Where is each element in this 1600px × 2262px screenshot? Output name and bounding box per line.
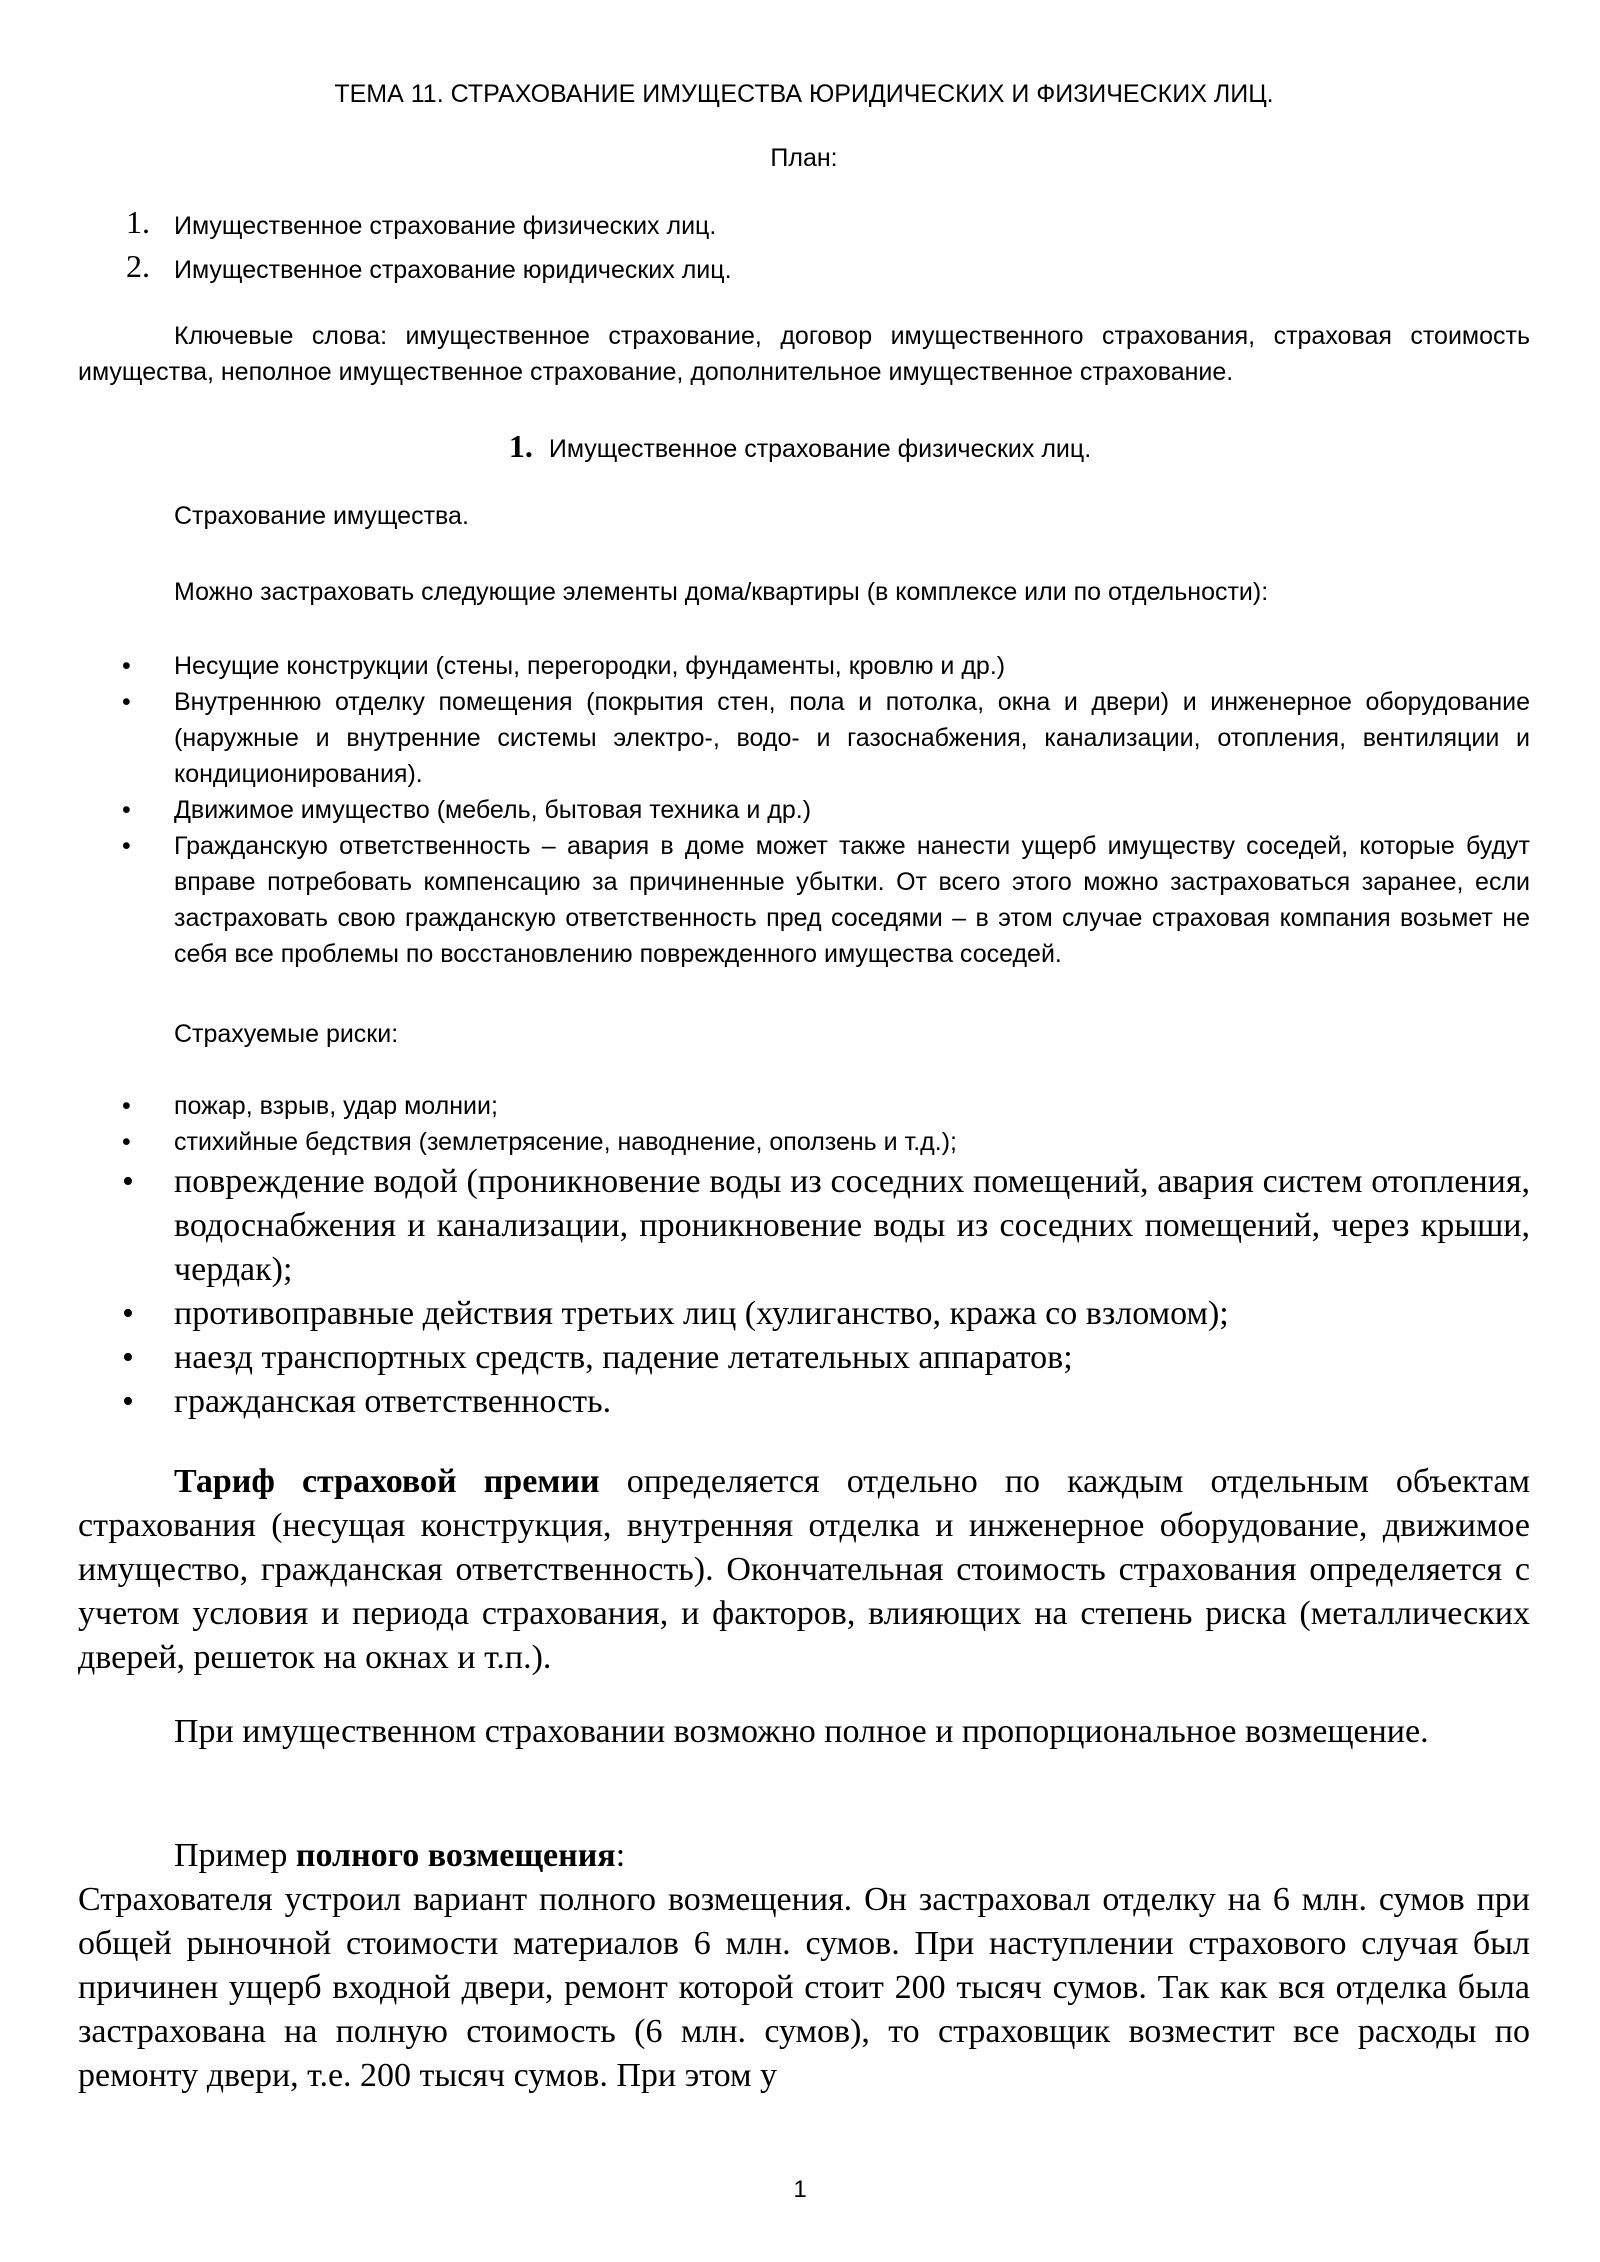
- list-item-text: повреждение водой (проникновение воды из соседних помещений, авария систем отопления, водоснабжения и канализации, проникновение воды из соседних помещений, через крыши, чердак);: [174, 1163, 1530, 1288]
- plan-item-number: 1.: [126, 204, 150, 240]
- bullet-icon: •: [122, 796, 131, 824]
- plan-label: План:: [770, 144, 838, 172]
- plan-item-number: 2.: [126, 248, 150, 284]
- page-number: 1: [793, 2176, 807, 2203]
- list-item-text: наезд транспортных средств, падение летательных аппаратов;: [174, 1339, 1073, 1376]
- bullet-icon: •: [122, 652, 131, 680]
- list-item: [78, 1292, 1530, 1336]
- list-item-text: Внутреннюю отделку помещения (покрытия стен, пола и потолка, окна и двери) и инженерное оборудование (наружные и внутренние системы электро-, водо- и газоснабжения, канализации, отопления, вентиляции и кондиционирования).: [174, 688, 1530, 788]
- list-item: [78, 1160, 1530, 1292]
- tariff-paragraph: [78, 1460, 1530, 1680]
- list-item-text: Гражданскую ответственность – авария в доме может также нанести ущерб имуществу соседей, которые будут вправе потребовать компенсацию за причиненные убытки. От всего этого можно застраховаться заранее, если застраховать свою гражданскую ответственность пред соседями – в этом случае страховая компания возьмет не себя все проблемы по восстановлению поврежденного имущества соседей.: [174, 832, 1530, 968]
- example-colon: :: [615, 1837, 626, 1874]
- bullet-icon: •: [122, 1163, 134, 1200]
- example-lead: [78, 1834, 1530, 1878]
- list-item: [78, 1088, 1530, 1124]
- bullet-icon: •: [122, 1295, 134, 1332]
- insurable-elements-intro: Можно застраховать следующие элементы дома/квартиры (в комплексе или по отдельности):: [174, 578, 1269, 606]
- list-item: [78, 648, 1530, 684]
- plan-item-text: Имущественное страхование физических лиц.: [174, 212, 717, 240]
- list-item: [78, 792, 1530, 828]
- section-heading: [0, 428, 1600, 467]
- bullet-icon: •: [122, 1128, 131, 1156]
- bullet-icon: •: [122, 1339, 134, 1376]
- list-item-text: Движимое имущество (мебель, бытовая техника и др.): [174, 796, 812, 824]
- section-number: 1.: [508, 428, 533, 464]
- bullet-icon: •: [122, 1383, 134, 1420]
- risks-label: Страхуемые риски:: [174, 1020, 399, 1048]
- bullet-icon: •: [122, 832, 131, 860]
- bullet-icon: •: [122, 1092, 131, 1120]
- bullet-icon: •: [122, 688, 131, 716]
- plan-item-text: Имущественное страхование юридических лиц.: [174, 256, 732, 284]
- list-item-text: гражданская ответственность.: [174, 1383, 612, 1420]
- list-item: [78, 684, 1530, 792]
- plan-item: [78, 248, 1530, 296]
- list-item-text: пожар, взрыв, удар молнии;: [174, 1092, 498, 1120]
- list-item: [78, 1124, 1530, 1160]
- list-item-text: Несущие конструкции (стены, перегородки, фундаменты, кровлю и др.): [174, 652, 1006, 680]
- section-title: Имущественное страхование физических лиц.: [548, 435, 1092, 463]
- tariff-text: определяется отдельно по каждым отдельным объектам страхования (несущая конструкция, внутренняя отделка и инженерное оборудование, движимое имущество, гражданская ответственность). Окончательная стоимость страхования определяется с учетом условия и периода страхования, и факторов, влияющих на степень риска (металлических дверей, решеток на окнах и т.п.).: [78, 1463, 1530, 1676]
- risks-list: [78, 1088, 1530, 1424]
- example-lead-text: Пример: [174, 1837, 296, 1874]
- tariff-term: Тариф страховой премии: [174, 1463, 600, 1500]
- plan-list: [78, 204, 1530, 296]
- example-paragraph: [78, 1834, 1530, 2098]
- plan-item: [78, 204, 1530, 252]
- keywords-paragraph: Ключевые слова: имущественное страхование, договор имущественного страхования, страховая стоимость имущества, неполное имущественное страхование, дополнительное имущественное страхование.: [78, 322, 1530, 386]
- list-item: [78, 1336, 1530, 1380]
- property-insurance-label: Страхование имущества.: [174, 502, 469, 530]
- example-text: Страхователя устроил вариант полного возмещения. Он застраховал отделку на 6 млн. сумов при общей рыночной стоимости материалов 6 млн. сумов. При наступлении страхового случая был причинен ущерб входной двери, ремонт которой стоит 200 тысяч сумов. Так как вся отделка была застрахована на полную стоимость (6 млн. сумов), то страховщик возместит все расходы по ремонту двери, т.е. 200 тысяч сумов. При этом у: [78, 1881, 1530, 2094]
- list-item: [78, 1380, 1530, 1424]
- compensation-paragraph: При имущественном страховании возможно полное и пропорциональное возмещение.: [174, 1713, 1429, 1750]
- example-term: полного возмещения: [295, 1837, 616, 1874]
- document-title: ТЕМА 11. СТРАХОВАНИЕ ИМУЩЕСТВА ЮРИДИЧЕСКИХ И ФИЗИЧЕСКИХ ЛИЦ.: [334, 80, 1274, 108]
- list-item: [78, 828, 1530, 972]
- list-item-text: стихийные бедствия (землетрясение, наводнение, оползень и т.д.);: [174, 1128, 957, 1156]
- insurable-elements-list: [78, 648, 1530, 972]
- list-item-text: противоправные действия третьих лиц (хулиганство, кража со взломом);: [174, 1295, 1229, 1332]
